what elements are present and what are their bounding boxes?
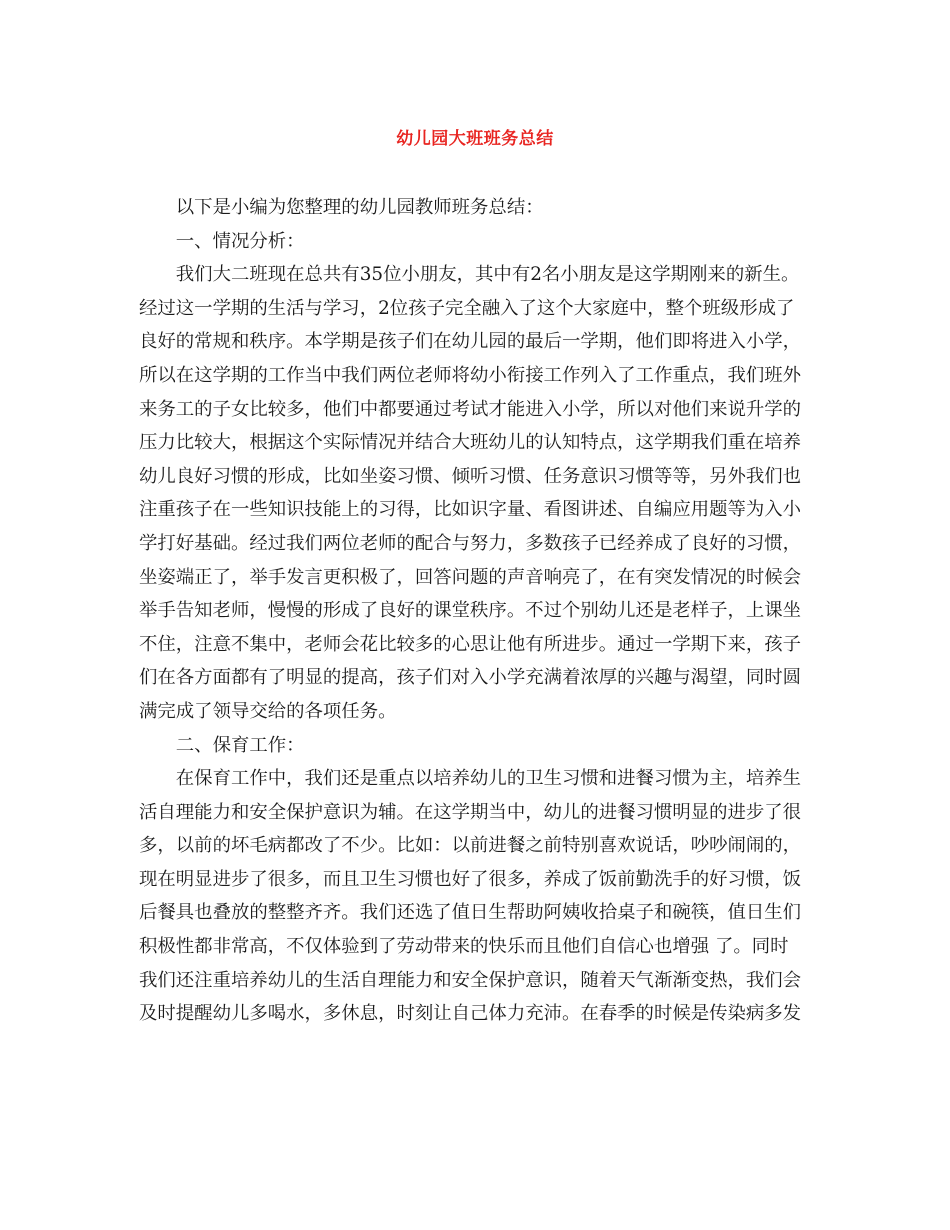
text-line: 及时提醒幼儿多喝水，多休息，时刻让自己体力充沛。在春季的时候是传染病多发 (139, 1003, 802, 1025)
text-line: 幼儿良好习惯的形成，比如坐姿习惯、倾听习惯、任务意识习惯等等，另外我们也 (139, 465, 802, 487)
text-line: 满完成了领导交给的各项任务。 (139, 700, 397, 722)
text-line: 良好的常规和秩序。本学期是孩子们在幼儿园的最后一学期，他们即将进入小学， (139, 331, 802, 353)
text-line: 二、保育工作： (139, 734, 305, 756)
text-line: 所以在这学期的工作当中我们两位老师将幼小衔接工作列入了工作重点，我们班外 (139, 364, 802, 386)
text-line: 后餐具也叠放的整整齐齐。我们还选了值日生帮助阿姨收拾桌子和碗筷，值日生们 (139, 902, 802, 924)
text-line: 学打好基础。经过我们两位老师的配合与努力，多数孩子已经养成了良好的习惯， (139, 532, 802, 554)
text-line: 注重孩子在一些知识技能上的习得，比如识字量、看图讲述、自编应用题等为入小 (139, 499, 802, 521)
text-line: 积极性都非常高，不仅体验到了劳动带来的快乐而且他们自信心也增强 了。同时 (139, 936, 789, 958)
text-line: 经过这一学期的生活与学习，2位孩子完全融入了这个大家庭中，整个班级形成了 (139, 297, 795, 319)
text-line: 我们大二班现在总共有35位小朋友，其中有2名小朋友是这学期刚来的新生。 (139, 264, 800, 286)
text-line: 现在明显进步了很多，而且卫生习惯也好了很多，养成了饭前勤洗手的好习惯，饭 (139, 868, 802, 890)
text-line: 我们还注重培养幼儿的生活自理能力和安全保护意识，随着天气渐渐变热，我们会 (139, 969, 802, 991)
text-line: 来务工的子女比较多，他们中都要通过考试才能进入小学，所以对他们来说升学的 (139, 398, 802, 420)
document-body (139, 191, 811, 1031)
text-line: 们在各方面都有了明显的提高，孩子们对入小学充满着浓厚的兴趣与渴望，同时圆 (139, 667, 802, 689)
text-line: 多，以前的坏毛病都改了不少。比如：以前进餐之前特别喜欢说话，吵吵闹闹的， (139, 835, 802, 857)
text-line: 不住，注意不集中，老师会花比较多的心思让他有所进步。通过一学期下来，孩子 (139, 633, 802, 655)
text-line: 活自理能力和安全保护意识为辅。在这学期当中，幼儿的进餐习惯明显的进步了很 (139, 801, 802, 823)
text-line: 以下是小编为您整理的幼儿园教师班务总结： (139, 197, 544, 218)
text-line: 坐姿端正了，举手发言更积极了，回答问题的声音响亮了，在有突发情况的时候会 (139, 566, 802, 588)
text-line: 举手告知老师，慢慢的形成了良好的课堂秩序。不过个别幼儿还是老样子，上课坐 (139, 600, 802, 622)
document-title: 幼儿园大班班务总结 (396, 129, 554, 149)
text-line: 压力比较大，根据这个实际情况并结合大班幼儿的认知特点，这学期我们重在培养 (139, 432, 802, 454)
text-line: 在保育工作中，我们还是重点以培养幼儿的卫生习惯和进餐习惯为主，培养生 (139, 768, 802, 790)
text-line: 一、情况分析： (139, 230, 305, 252)
